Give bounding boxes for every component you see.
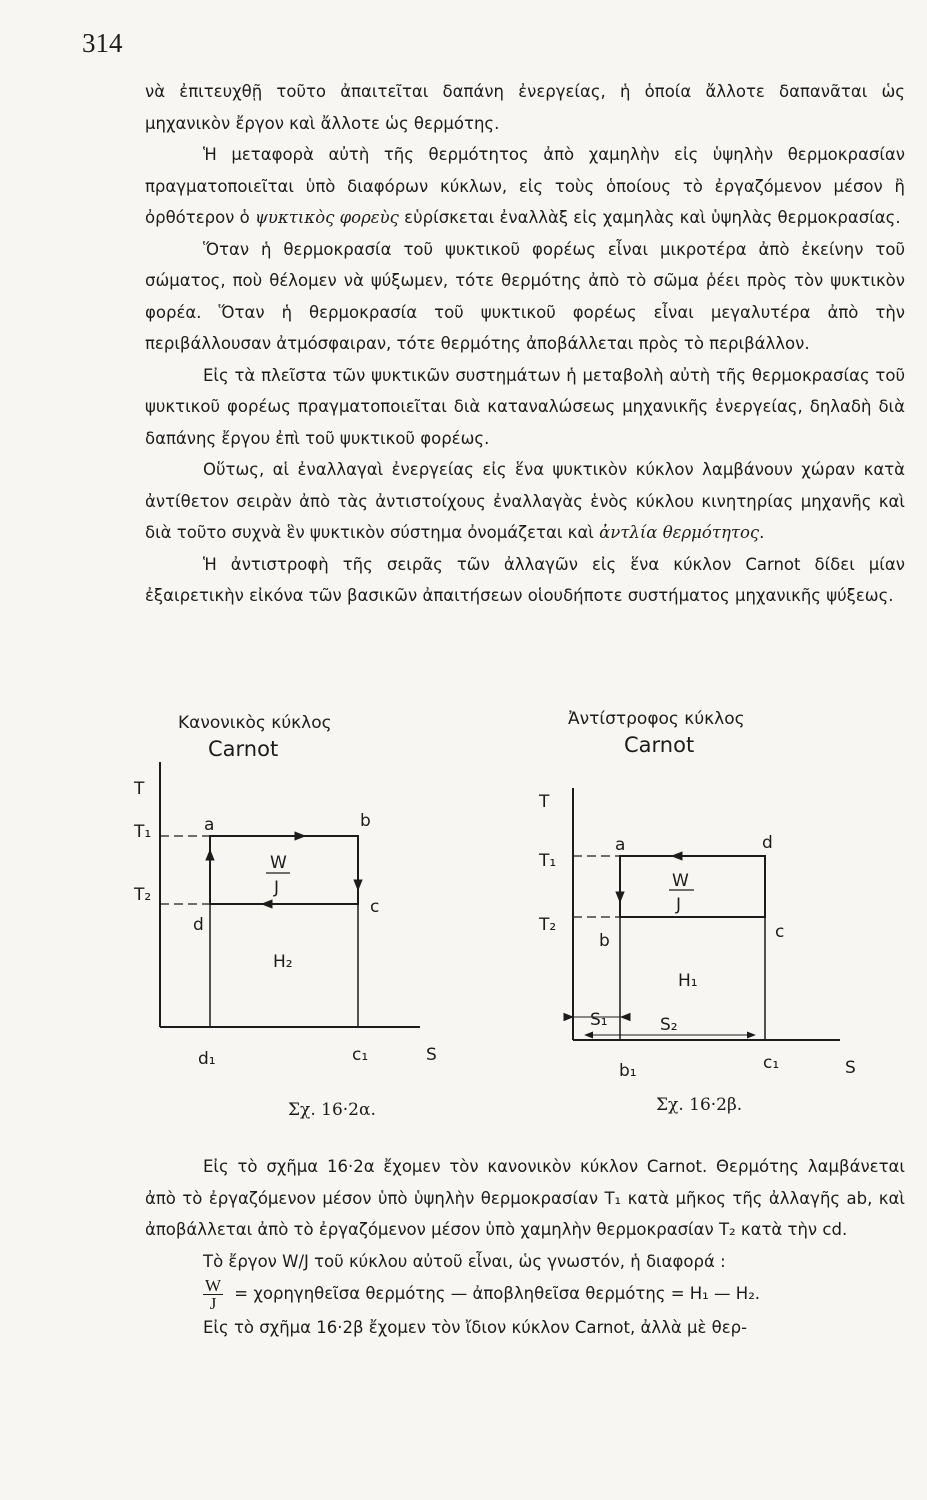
work-formula (145, 1277, 905, 1312)
figure-left-title: Κανονικὸς κύκλος (178, 713, 332, 733)
point-d-label: d (193, 915, 204, 935)
point-d-label: d (762, 833, 773, 853)
heat-h2-label: H₂ (273, 952, 293, 972)
t1-label: T₁ (134, 822, 152, 842)
s-axis-label: S (426, 1045, 437, 1065)
point-a-label: a (204, 815, 215, 835)
c1-label: c₁ (352, 1045, 369, 1065)
paragraph: Εἰς τὰ πλεῖστα τῶν ψυκτικῶν συστημάτων ἡ μεταβολὴ αὐτὴ τῆς θερμοκρασίας τοῦ ψυκτικοῦ φορέως πραγματοποιεῖται διὰ καταναλώσεως μηχανικῆς ἐνεργείας, δηλαδὴ διὰ δαπάνης ἔργου ἐπὶ τοῦ ψυκτικοῦ φορέως. (145, 365, 905, 448)
figure-right-title: Ἀντίστροφος κύκλος (568, 709, 745, 729)
cycle-rectangle (620, 856, 765, 917)
paragraph: Τὸ ἔργον W/J τοῦ κύκλου αὐτοῦ εἶναι, ὡς γνωστόν, ἡ διαφορά : (203, 1251, 726, 1271)
work-fraction (203, 1277, 223, 1312)
s-axis-label: S (845, 1058, 856, 1078)
paragraph: νὰ ἐπιτευχθῇ τοῦτο ἀπαιτεῖται δαπάνη ἐνεργείας, ἡ ὁποία ἄλλοτε δαπανᾶται ὡς μηχανικὸν ἔργον καὶ ἄλλοτε ὡς θερμότης. (145, 82, 905, 133)
paragraph: Ὅταν ἡ θερμοκρασία τοῦ ψυκτικοῦ φορέως εἶναι μικροτέρα ἀπὸ ἐκείνην τοῦ σώματος, ποὺ θέλομεν νὰ ψύξωμεν, τότε θερμότης ἀπὸ τὸ σῶμα ῥέει πρὸς τὸν ψυκτικὸν φορέα. Ὅταν ἡ θερμοκρασία τοῦ ψυκτικοῦ φορέως εἶναι μεγαλυτέρα ἀπὸ τὴν περιβάλλουσαν ἀτμόσφαιραν, τότε θερμότης ἀποβάλλεται πρὸς τὸ περιβάλλον. (145, 239, 905, 353)
figure-right-subtitle: Carnot (624, 733, 695, 757)
paragraph: Ἡ ἀντιστροφὴ τῆς σειρᾶς τῶν ἀλλαγῶν εἰς ἕνα κύκλον Carnot δίδει μίαν ἐξαιρετικὴν εἰκόνα τῶν βασικῶν ἀπαιτήσεων οἱουδήποτε συστήματος μηχανικῆς ψύξεως. (145, 554, 905, 605)
paragraph-text: Οὕτως, αἱ ἐναλλαγαὶ ἐνεργείας εἰς ἕνα ψυκτικὸν κύκλον λαμβάνουν χώραν κατὰ ἀντίθετον σειρὰν ἀπὸ τὰς ἀντιστοίχους ἐναλλαγὰς ἑνὸς κύκλου κινητηρίας μηχανῆς καὶ διὰ τοῦτο συχνὰ ἓν ψυκτικὸν σύστημα ὀνομάζεται καὶ (145, 460, 905, 542)
work-w-label: W (270, 853, 287, 873)
s2-label: S₂ (660, 1015, 678, 1035)
paragraph-text: Ἡ μεταφορὰ αὐτὴ τῆς θερμότητος ἀπὸ χαμηλὴν εἰς ὑψηλὴν θερμοκρασίαν πραγματοποιεῖται ὑπὸ διαφόρων κύκλων, εἰς τοὺς ὁποίους τὸ ἐργαζόμενον μέσον ἢ ὀρθότερον ὁ (145, 145, 905, 227)
point-c-label: c (775, 922, 785, 942)
figure-left-subtitle: Carnot (208, 737, 279, 761)
heat-h1-label: H₁ (678, 971, 698, 991)
paragraph: Εἰς τὸ σχῆμα 16·2β ἔχομεν τὸν ἴδιον κύκλον Carnot, ἀλλὰ μὲ θερ- (203, 1318, 748, 1337)
t-axis-label: T (134, 779, 145, 799)
work-j-label: J (274, 878, 280, 898)
figure-right (538, 709, 856, 1115)
work-w-label: W (672, 871, 689, 891)
fraction-numerator: W (205, 1276, 222, 1295)
s1-label: S₁ (590, 1010, 608, 1030)
t-axis-label: T (539, 792, 550, 812)
point-b-label: b (599, 931, 610, 951)
t2-label: T₂ (134, 885, 152, 905)
t1-label: T₁ (539, 851, 557, 871)
page-number: 314 (82, 28, 123, 58)
point-a-label: a (615, 835, 626, 855)
figures (0, 690, 927, 1130)
figure-left-caption: Σχ. 16·2α. (288, 1100, 376, 1120)
paragraph: Εἰς τὸ σχῆμα 16·2α ἔχομεν τὸν κανονικὸν κύκλον Carnot. Θερμότης λαμβάνεται ἀπὸ τὸ ἐργαζόμενον μέσον ὑπὸ ὑψηλὴν θερμοκρασίαν T₁ κατὰ μῆκος τῆς ἀλλαγῆς ab, καὶ ἀποβάλλεται ἀπὸ τὸ ἐργαζόμενον μέσον ὑπὸ χαμηλὴν θερμοκρασίαν T₂ κατὰ τὴν cd. (145, 1157, 905, 1239)
t2-label: T₂ (539, 915, 557, 935)
body-text-bottom (145, 1151, 905, 1344)
figure-left (133, 713, 437, 1120)
figure-right-caption: Σχ. 16·2β. (656, 1095, 743, 1115)
fraction-denominator: J (209, 1294, 217, 1313)
work-j-label: J (676, 895, 682, 915)
formula-rhs: = χορηγηθεῖσα θερμότης — ἀποβληθεῖσα θερμότης = H₁ — H₂. (234, 1284, 761, 1303)
emphasis-term: ἀντλία θερμότητος (599, 523, 760, 542)
body-text-top (145, 76, 905, 612)
paragraph-text: εὑρίσκεται ἐναλλὰξ εἰς χαμηλὰς καὶ ὑψηλὰς θερμοκρασίας. (398, 208, 901, 227)
point-c-label: c (370, 897, 380, 917)
c1-label: c₁ (763, 1053, 780, 1073)
b1-label: b₁ (619, 1061, 637, 1081)
emphasis-term: ψυκτικὸς φορεὺς (254, 208, 399, 227)
d1-label: d₁ (198, 1049, 216, 1069)
paragraph-text: . (759, 523, 765, 542)
point-b-label: b (360, 811, 371, 831)
paragraph (145, 139, 905, 234)
paragraph (145, 454, 905, 549)
